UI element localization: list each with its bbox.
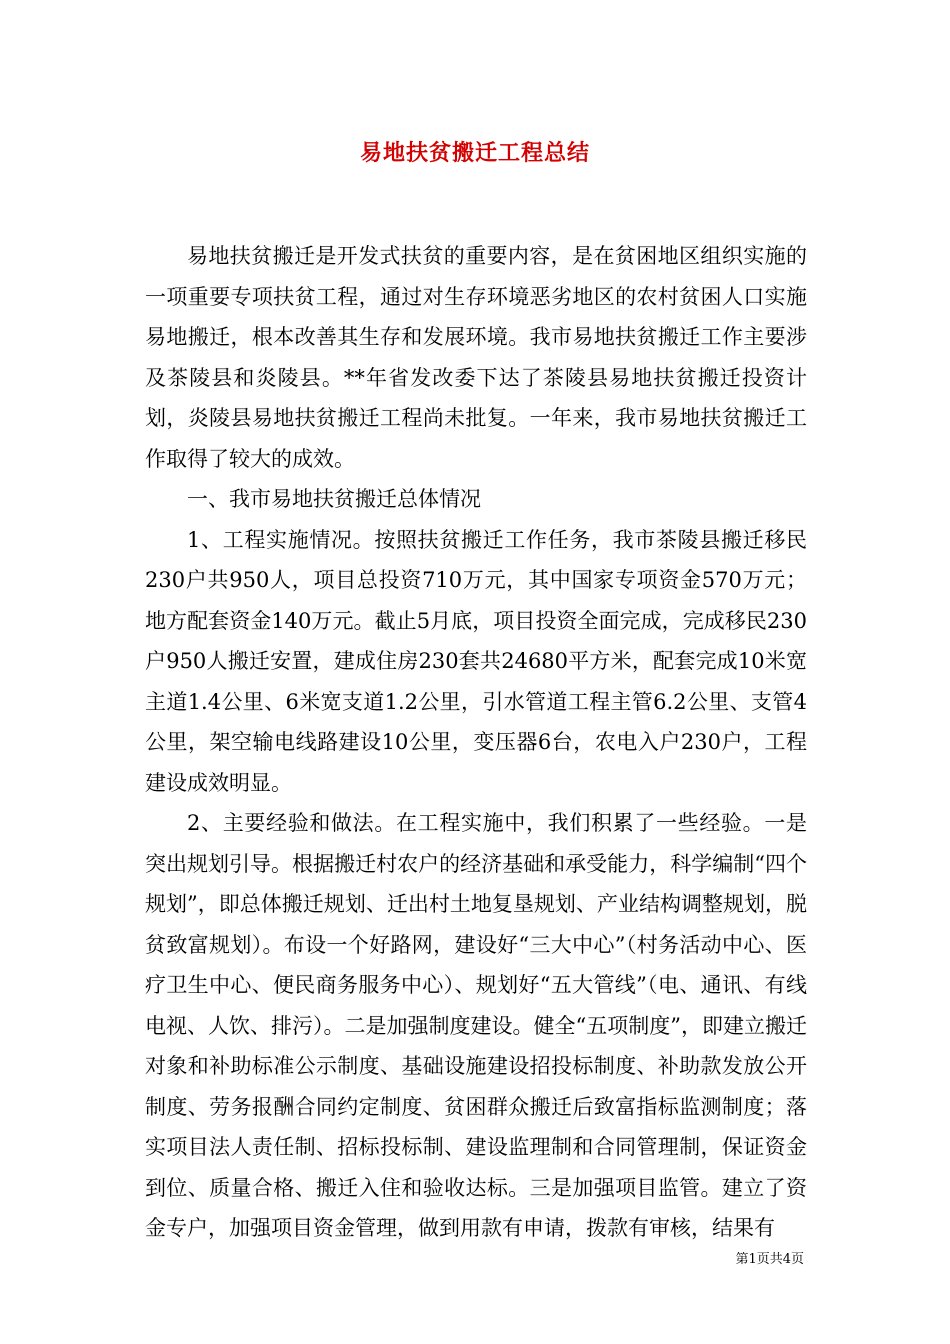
paragraph-experience: 2、主要经验和做法。在工程实施中，我们积累了一些经验。一是突出规划引导。根据搬迁村农户的经济基础和承受能力，科学编制“四个规划”，即总体搬迁规划、迁出村土地复垦规划、产业结构调整规划，脱贫致富规划）。布设一个好路网，建设好“三大中心”（村务活动中心、医疗卫生中心、便民商务服务中心）、规划好“五大管线”（电、通讯、有线电视、人饮、排污）。二是加强制度建设。健全“五项制度”，即建立搬迁对象和补助标准公示制度、基础设施建设招投标制度、补助款发放公开制度、劳务报酬合同约定制度、贫困群众搬迁后致富指标监测制度；落实项目法人责任制、招标投标制、建设监理制和合同管理制，保证资金到位、质量合格、搬迁入住和验收达标。三是加强项目监管。建立了资金专户，加强项目资金管理，做到用款有申请，拨款有审核，结果有 xyxy=(145,811,807,1240)
document-body xyxy=(145,236,807,1249)
section-heading-1: 一、我市易地扶贫搬迁总体情况 xyxy=(187,487,481,511)
paragraph-implementation: 1、工程实施情况。按照扶贫搬迁工作任务，我市茶陵县搬迁移民230户共950人，项目总投资710万元，其中国家专项资金570万元；地方配套资金140万元。截止5月底，项目投资全面完成，完成移民230户950人搬迁安置，建成住房230套共24680平方米，配套完成10米宽主道1.4公里、6米宽支道1.2公里，引水管道工程主管6.2公里、支管4公里，架空输电线路建设10公里，变压器6台，农电入户230户，工程建设成效明显。 xyxy=(145,527,807,795)
page-number-footer: 第1页共4页 xyxy=(735,1252,804,1267)
paragraph-intro: 易地扶贫搬迁是开发式扶贫的重要内容，是在贫困地区组织实施的一项重要专项扶贫工程，通过对生存环境恶劣地区的农村贫困人口实施易地搬迁，根本改善其生存和发展环境。我市易地扶贫搬迁工作主要涉及茶陵县和炎陵县。**年省发改委下达了茶陵县易地扶贫搬迁投资计划，炎陵县易地扶贫搬迁工程尚未批复。一年来，我市易地扶贫搬迁工作取得了较大的成效。 xyxy=(145,244,807,471)
document-title: 易地扶贫搬迁工程总结 xyxy=(359,140,590,166)
